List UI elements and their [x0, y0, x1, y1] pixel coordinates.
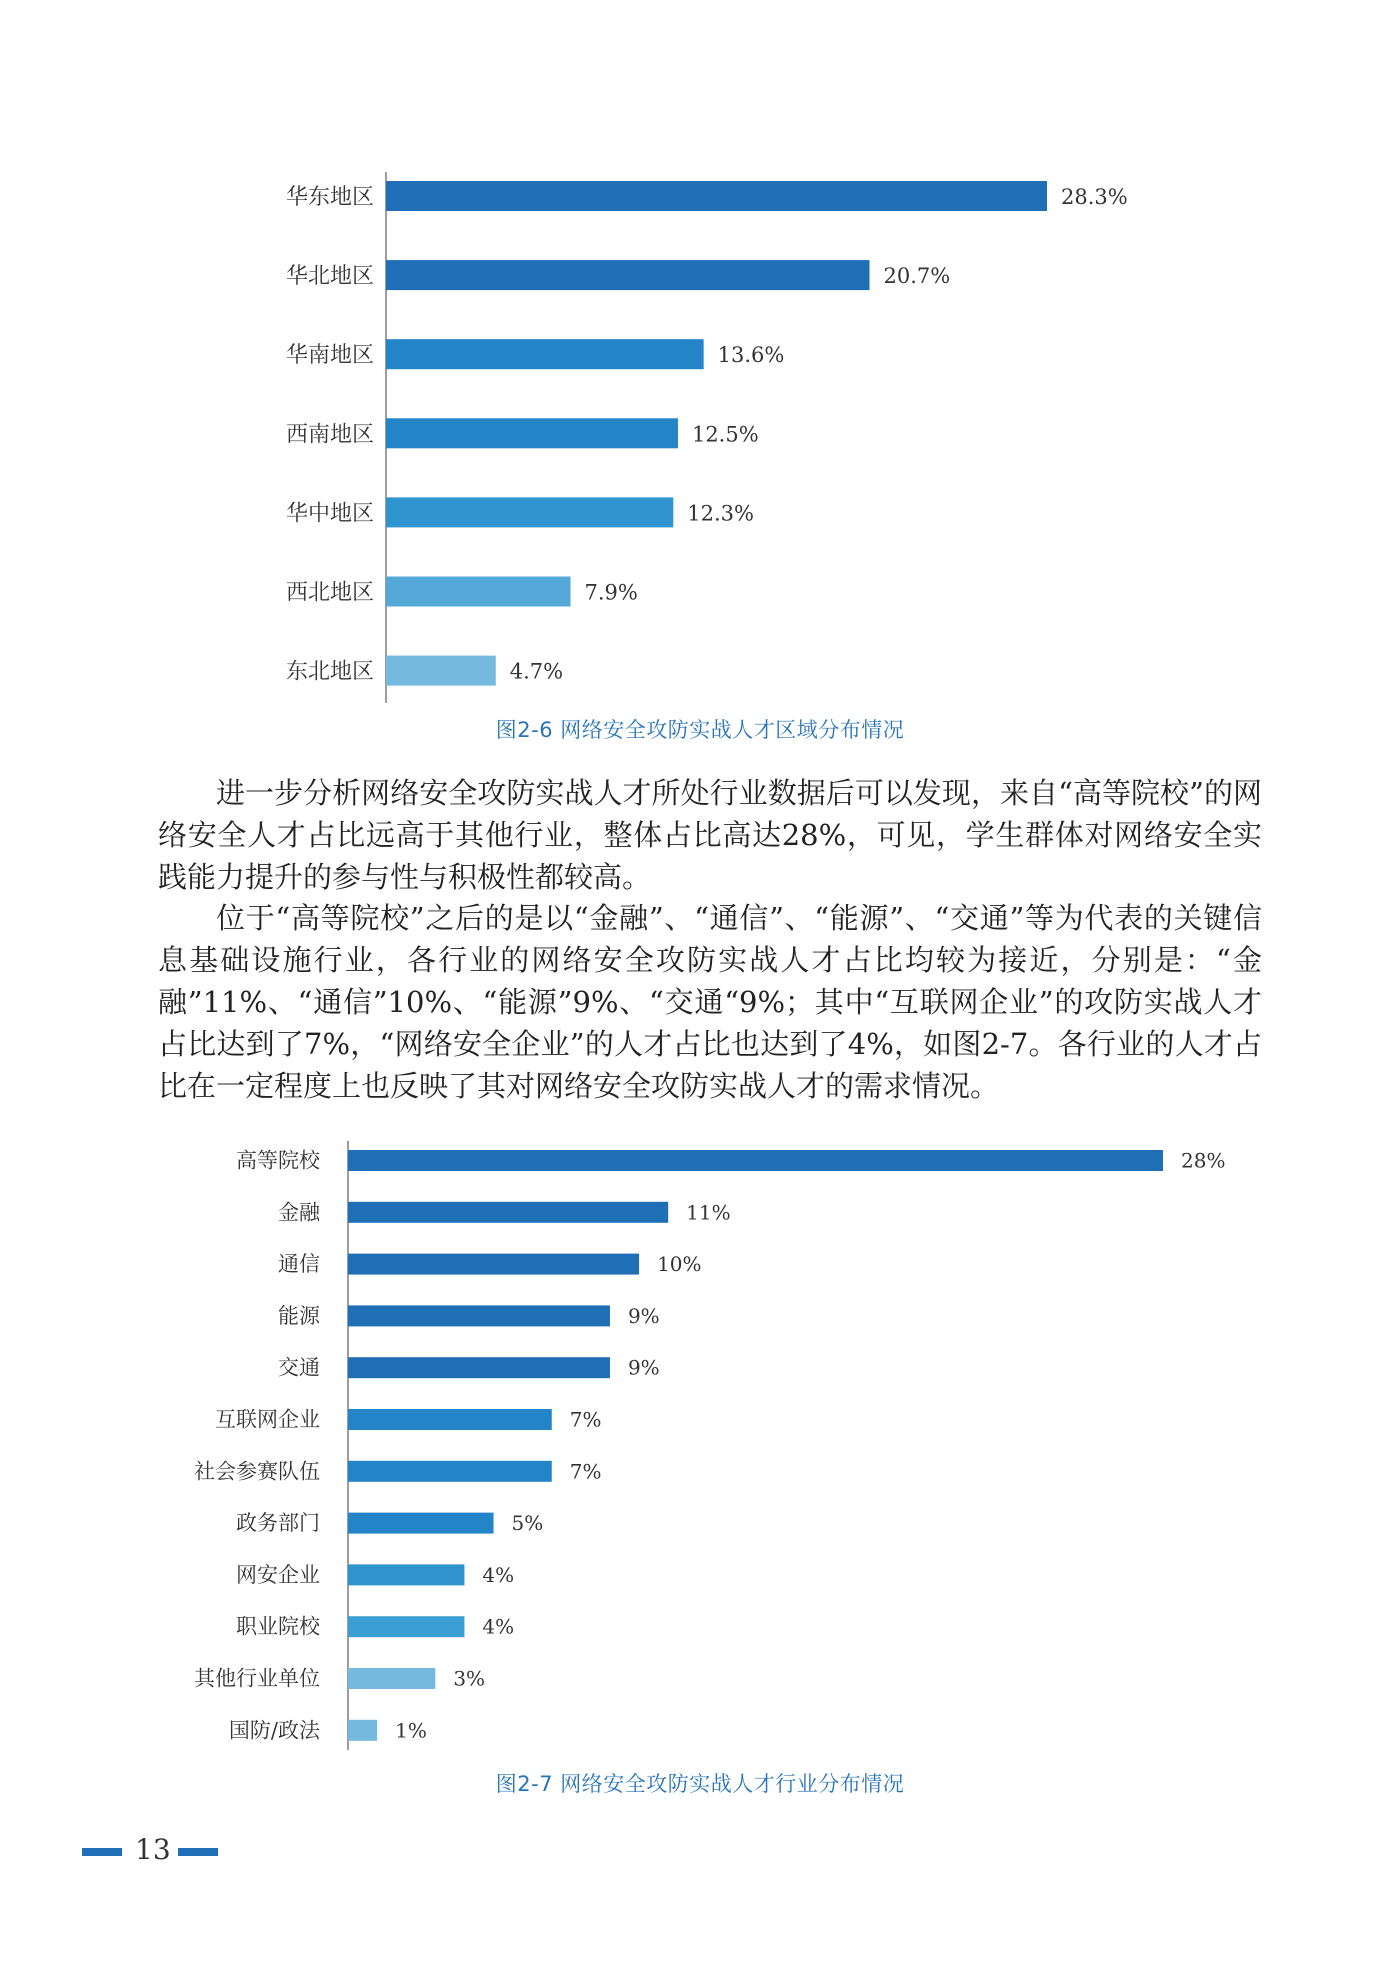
industry-bar	[348, 1616, 464, 1637]
page-number: 13	[135, 1833, 171, 1866]
region-value-label: 7.9%	[584, 580, 638, 605]
industry-category-label: 高等院校	[236, 1148, 320, 1173]
industry-category-label: 职业院校	[236, 1614, 320, 1639]
page-number-left-rule	[82, 1848, 122, 1856]
region-value-label: 20.7%	[883, 264, 951, 289]
industry-value-label: 4%	[482, 1562, 515, 1587]
region-category-label: 华中地区	[285, 501, 374, 527]
body-paragraph-1: 进一步分析网络安全攻防实战人才所处行业数据后可以发现，来自“高等院校”的网络安全人才占比远高于其他行业，整体占比高达28%，可见，学生群体对网络安全实践能力提升的参与性与积极性都较高。	[158, 776, 1262, 894]
region-value-label: 12.3%	[687, 501, 755, 526]
region-category-label: 华南地区	[285, 343, 374, 369]
industry-bar	[348, 1668, 435, 1689]
industry-bar	[348, 1254, 639, 1275]
industry-value-label: 11%	[686, 1200, 731, 1225]
region-value-label: 4.7%	[509, 659, 564, 684]
region-value-label: 12.5%	[691, 422, 759, 447]
industry-category-label: 政务部门	[236, 1511, 320, 1536]
industry-value-label: 4%	[482, 1614, 515, 1639]
industry-value-label: 7%	[569, 1407, 602, 1432]
region-category-label: 西南地区	[285, 422, 374, 448]
region-chart-caption: 图2-6 网络安全攻防实战人才区域分布情况	[495, 718, 905, 742]
industry-bar	[348, 1513, 494, 1534]
industry-bar	[348, 1150, 1163, 1171]
industry-value-label: 9%	[627, 1303, 660, 1328]
page-number-right-rule	[178, 1848, 218, 1856]
industry-value-label: 5%	[511, 1511, 544, 1536]
region-value-label: 13.6%	[717, 343, 785, 368]
industry-bar	[348, 1202, 668, 1223]
industry-category-label: 能源	[278, 1303, 320, 1328]
industry-chart-caption: 图2-7 网络安全攻防实战人才行业分布情况	[495, 1772, 905, 1796]
industry-value-label: 3%	[453, 1666, 486, 1691]
industry-category-label: 社会参赛队伍	[194, 1459, 320, 1484]
region-value-label: 28.3%	[1061, 185, 1128, 209]
region-category-label: 东北地区	[285, 659, 374, 685]
industry-value-label: 1%	[395, 1718, 427, 1743]
industry-category-label: 网安企业	[236, 1562, 320, 1587]
industry-bar	[348, 1357, 610, 1378]
industry-value-label: 9%	[627, 1355, 660, 1380]
region-category-label: 华北地区	[285, 264, 374, 290]
industry-category-label: 金融	[278, 1200, 320, 1225]
page-number-block	[82, 1832, 222, 1868]
industry-bar	[348, 1409, 552, 1430]
industry-value-label: 28%	[1181, 1148, 1226, 1173]
body-paragraph-2: 位于“高等院校”之后的是以“金融”、“通信”、“能源”、“交通”等为代表的关键信息基础设施行业，各行业的网络安全攻防实战人才占比均较为接近，分别是：“金融”11%、“通信”10%、“能源”9%、“交通“9%；其中“互联网企业”的攻防实战人才占比达到了7%，“网络安全企业”的人才占比也达到了4%，如图2-7。各行业的人才占比在一定程度上也反映了其对网络安全攻防实战人才的需求情况。	[158, 901, 1262, 1103]
industry-category-label: 通信	[278, 1252, 320, 1277]
industry-category-label: 国防/政法	[228, 1718, 320, 1743]
industry-category-label: 其他行业单位	[194, 1666, 320, 1691]
industry-category-label: 互联网企业	[215, 1407, 320, 1432]
industry-value-label: 10%	[657, 1252, 702, 1277]
industry-value-label: 7%	[569, 1459, 602, 1484]
industry-bar	[348, 1564, 464, 1585]
region-category-label: 华东地区	[285, 185, 374, 210]
industry-bar	[348, 1720, 377, 1741]
industry-bar	[348, 1305, 610, 1326]
industry-bar	[348, 1461, 552, 1482]
industry-category-label: 交通	[278, 1355, 320, 1380]
region-category-label: 西北地区	[285, 580, 374, 606]
